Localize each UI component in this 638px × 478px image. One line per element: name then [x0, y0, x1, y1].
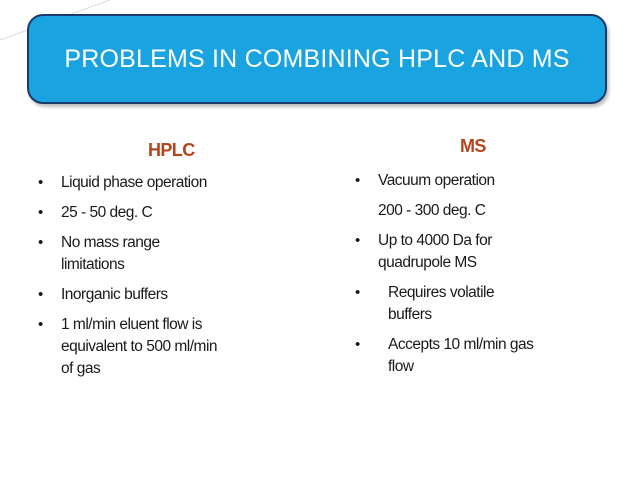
title-banner — [27, 14, 607, 104]
list-item-text: Liquid phase operation — [61, 174, 207, 191]
list-item-text: 25 - 50 deg. C — [61, 204, 153, 221]
list-item-text: equivalent to 500 ml/min — [61, 338, 218, 355]
list-item — [355, 200, 585, 222]
list-item — [38, 172, 298, 194]
bullet-icon: • — [38, 174, 43, 191]
list-item — [355, 282, 585, 326]
list-item — [38, 314, 298, 380]
list-item-text: 1 ml/min eluent flow is — [61, 316, 202, 333]
bullet-icon: • — [355, 284, 360, 301]
list-item-text: quadrupole MS — [378, 254, 477, 271]
bullet-icon: • — [355, 232, 360, 249]
list-item-text: limitations — [61, 256, 125, 273]
list-item-text: Accepts 10 ml/min gas — [388, 336, 534, 353]
list-item-text: No mass range — [61, 234, 160, 251]
list-item-text: Up to 4000 Da for — [378, 232, 492, 249]
list-item-text: Inorganic buffers — [61, 286, 168, 303]
bullet-icon: • — [38, 234, 43, 251]
bullet-icon: • — [38, 316, 43, 333]
list-item-text: 200 - 300 deg. C — [378, 202, 486, 219]
list-item-text: Requires volatile — [388, 284, 495, 301]
bullet-icon: • — [355, 336, 360, 353]
list-item-text: flow — [388, 358, 414, 375]
list-item — [355, 230, 585, 274]
list-item — [38, 232, 298, 276]
list-item — [38, 284, 298, 306]
list-item — [355, 170, 585, 192]
ms-heading: MS — [460, 136, 486, 156]
hplc-heading: HPLC — [148, 140, 195, 160]
ms-list — [355, 170, 585, 386]
list-item-text: of gas — [61, 360, 101, 377]
bullet-icon: • — [38, 204, 43, 221]
list-item-text: buffers — [388, 306, 432, 323]
list-item-text: Vacuum operation — [378, 172, 495, 189]
slide-title: PROBLEMS IN COMBINING HPLC AND MS — [64, 44, 570, 73]
list-item — [355, 334, 585, 378]
hplc-list — [38, 172, 298, 388]
bullet-icon: • — [355, 172, 360, 189]
bullet-icon: • — [38, 286, 43, 303]
list-item — [38, 202, 298, 224]
